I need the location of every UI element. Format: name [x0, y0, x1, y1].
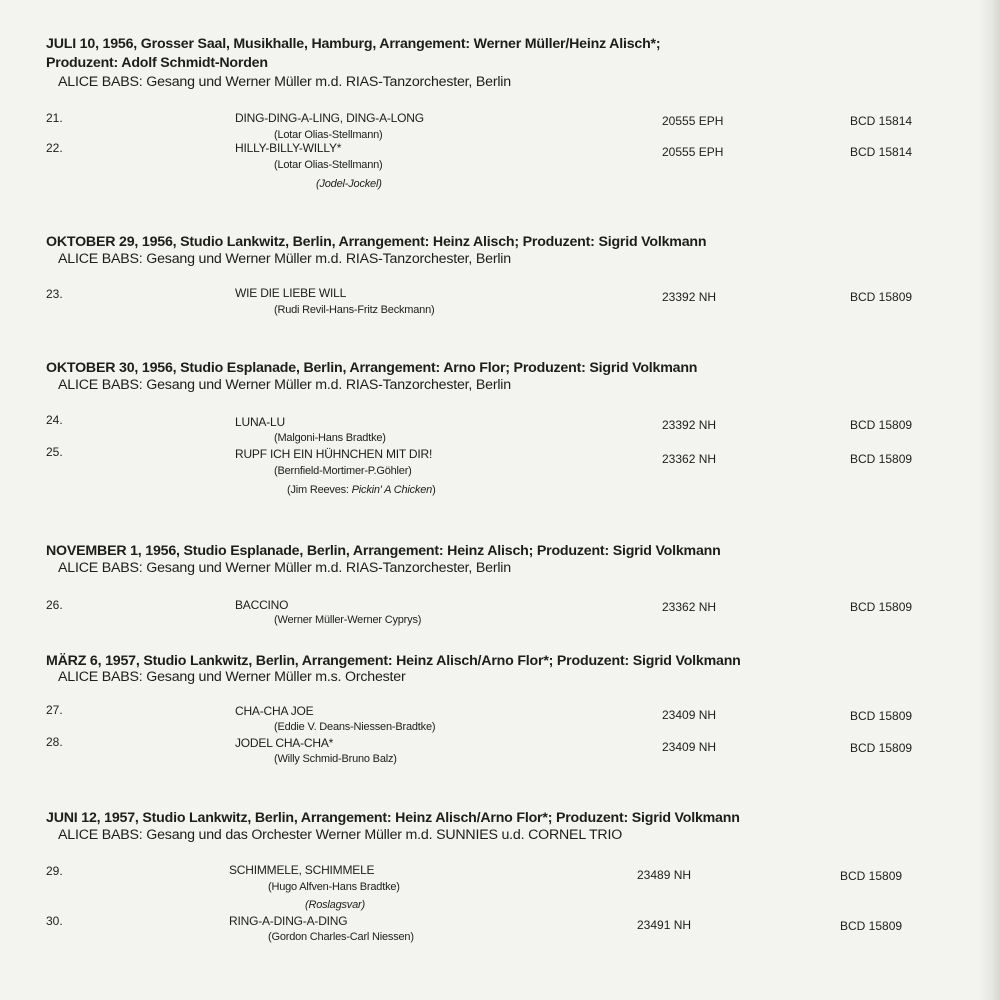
track-credit: (Bernfield-Mortimer-P.Göhler): [274, 465, 412, 477]
track-catalog: BCD 15809: [850, 452, 913, 466]
track-title: LUNA-LU: [235, 415, 285, 429]
session-header: MÄRZ 6, 1957, Studio Lankwitz, Berlin, Arrangement: Heinz Alisch/Arno Flor*; Produzent: Sigrid Volkmann: [46, 653, 741, 669]
session-artist: ALICE BABS: Gesang und Werner Müller m.d. RIAS-Tanzorchester, Berlin: [58, 251, 511, 267]
track-matrix: 23392 NH: [662, 290, 717, 304]
track-title: CHA-CHA JOE: [235, 704, 314, 718]
session-header: NOVEMBER 1, 1956, Studio Esplanade, Berlin, Arrangement: Heinz Alisch; Produzent: Sigrid Volkmann: [46, 543, 721, 559]
track-credit: (Malgoni-Hans Bradtke): [274, 432, 386, 444]
track-title: DING-DING-A-LING, DING-A-LONG: [235, 111, 424, 125]
track-credit: (Lotar Olias-Stellmann): [274, 129, 383, 141]
session-header: OKTOBER 29, 1956, Studio Lankwitz, Berlin, Arrangement: Heinz Alisch; Produzent: Sigrid Volkmann: [46, 234, 707, 250]
session-artist: ALICE BABS: Gesang und das Orchester Werner Müller m.d. SUNNIES u.d. CORNEL TRIO: [58, 827, 623, 843]
track-matrix: 23392 NH: [662, 418, 717, 432]
track-matrix: 23491 NH: [637, 918, 692, 932]
track-note: (Roslagsvar): [305, 899, 365, 911]
track-catalog: BCD 15809: [850, 709, 913, 723]
track-number: 22.: [46, 141, 63, 155]
track-catalog: BCD 15809: [840, 919, 903, 933]
track-catalog: BCD 15809: [850, 418, 913, 432]
note-prefix: (Jim Reeves:: [287, 484, 352, 496]
track-number: 30.: [46, 914, 63, 928]
track-credit: (Willy Schmid-Bruno Balz): [274, 753, 397, 765]
track-catalog: BCD 15809: [850, 741, 913, 755]
track-catalog: BCD 15814: [850, 145, 913, 159]
track-number: 25.: [46, 445, 63, 459]
track-title: SCHIMMELE, SCHIMMELE: [229, 863, 375, 877]
session-header: JULI 10, 1956, Grosser Saal, Musikhalle, Hamburg, Arrangement: Werner Müller/Heinz Alisch*;: [46, 36, 661, 52]
note-original-title: Pickin' A Chicken: [351, 484, 433, 496]
track-credit: (Eddie V. Deans-Niessen-Bradtke): [274, 721, 436, 733]
track-number: 27.: [46, 703, 63, 717]
track-number: 29.: [46, 864, 63, 878]
track-credit: (Lotar Olias-Stellmann): [274, 159, 383, 171]
track-note: (Jodel-Jockel): [316, 178, 382, 190]
track-catalog: BCD 15809: [840, 869, 903, 883]
page-edge-shadow: [978, 0, 1000, 1000]
session-artist: ALICE BABS: Gesang und Werner Müller m.d. RIAS-Tanzorchester, Berlin: [58, 74, 511, 90]
session-header-continued: Produzent: Adolf Schmidt-Norden: [46, 55, 268, 71]
track-title: HILLY-BILLY-WILLY*: [235, 141, 342, 155]
session-artist: ALICE BABS: Gesang und Werner Müller m.s. Orchester: [58, 669, 406, 685]
session-artist: ALICE BABS: Gesang und Werner Müller m.d. RIAS-Tanzorchester, Berlin: [58, 377, 511, 393]
track-matrix: 23489 NH: [637, 868, 692, 882]
track-title: BACCINO: [235, 598, 289, 612]
track-title: RUPF ICH EIN HÜHNCHEN MIT DIR!: [235, 447, 433, 461]
session-header: OKTOBER 30, 1956, Studio Esplanade, Berlin, Arrangement: Arno Flor; Produzent: Sigrid Volkmann: [46, 360, 698, 376]
track-number: 28.: [46, 735, 63, 749]
track-credit: (Rudi Revil-Hans-Fritz Beckmann): [274, 304, 435, 316]
track-note: [287, 484, 436, 496]
track-matrix: 23362 NH: [662, 600, 717, 614]
track-credit: (Gordon Charles-Carl Niessen): [268, 931, 414, 943]
track-title: JODEL CHA-CHA*: [235, 736, 334, 750]
session-artist: ALICE BABS: Gesang und Werner Müller m.d. RIAS-Tanzorchester, Berlin: [58, 560, 511, 576]
track-catalog: BCD 15809: [850, 600, 913, 614]
track-matrix: 23409 NH: [662, 708, 717, 722]
session-header: JUNI 12, 1957, Studio Lankwitz, Berlin, Arrangement: Heinz Alisch/Arno Flor*; Produzent: Sigrid Volkmann: [46, 810, 740, 826]
track-matrix: 23362 NH: [662, 452, 717, 466]
track-credit: (Werner Müller-Werner Cyprys): [274, 614, 422, 626]
track-matrix: 20555 EPH: [662, 114, 724, 128]
track-number: 23.: [46, 287, 63, 301]
track-number: 21.: [46, 111, 63, 125]
track-catalog: BCD 15814: [850, 114, 913, 128]
track-matrix: 23409 NH: [662, 740, 717, 754]
track-catalog: BCD 15809: [850, 290, 913, 304]
track-number: 26.: [46, 598, 63, 612]
track-number: 24.: [46, 413, 63, 427]
note-suffix: ): [432, 484, 436, 496]
track-title: RING-A-DING-A-DING: [229, 914, 348, 928]
track-title: WIE DIE LIEBE WILL: [235, 286, 347, 300]
track-credit: (Hugo Alfven-Hans Bradtke): [268, 881, 400, 893]
track-matrix: 20555 EPH: [662, 145, 724, 159]
